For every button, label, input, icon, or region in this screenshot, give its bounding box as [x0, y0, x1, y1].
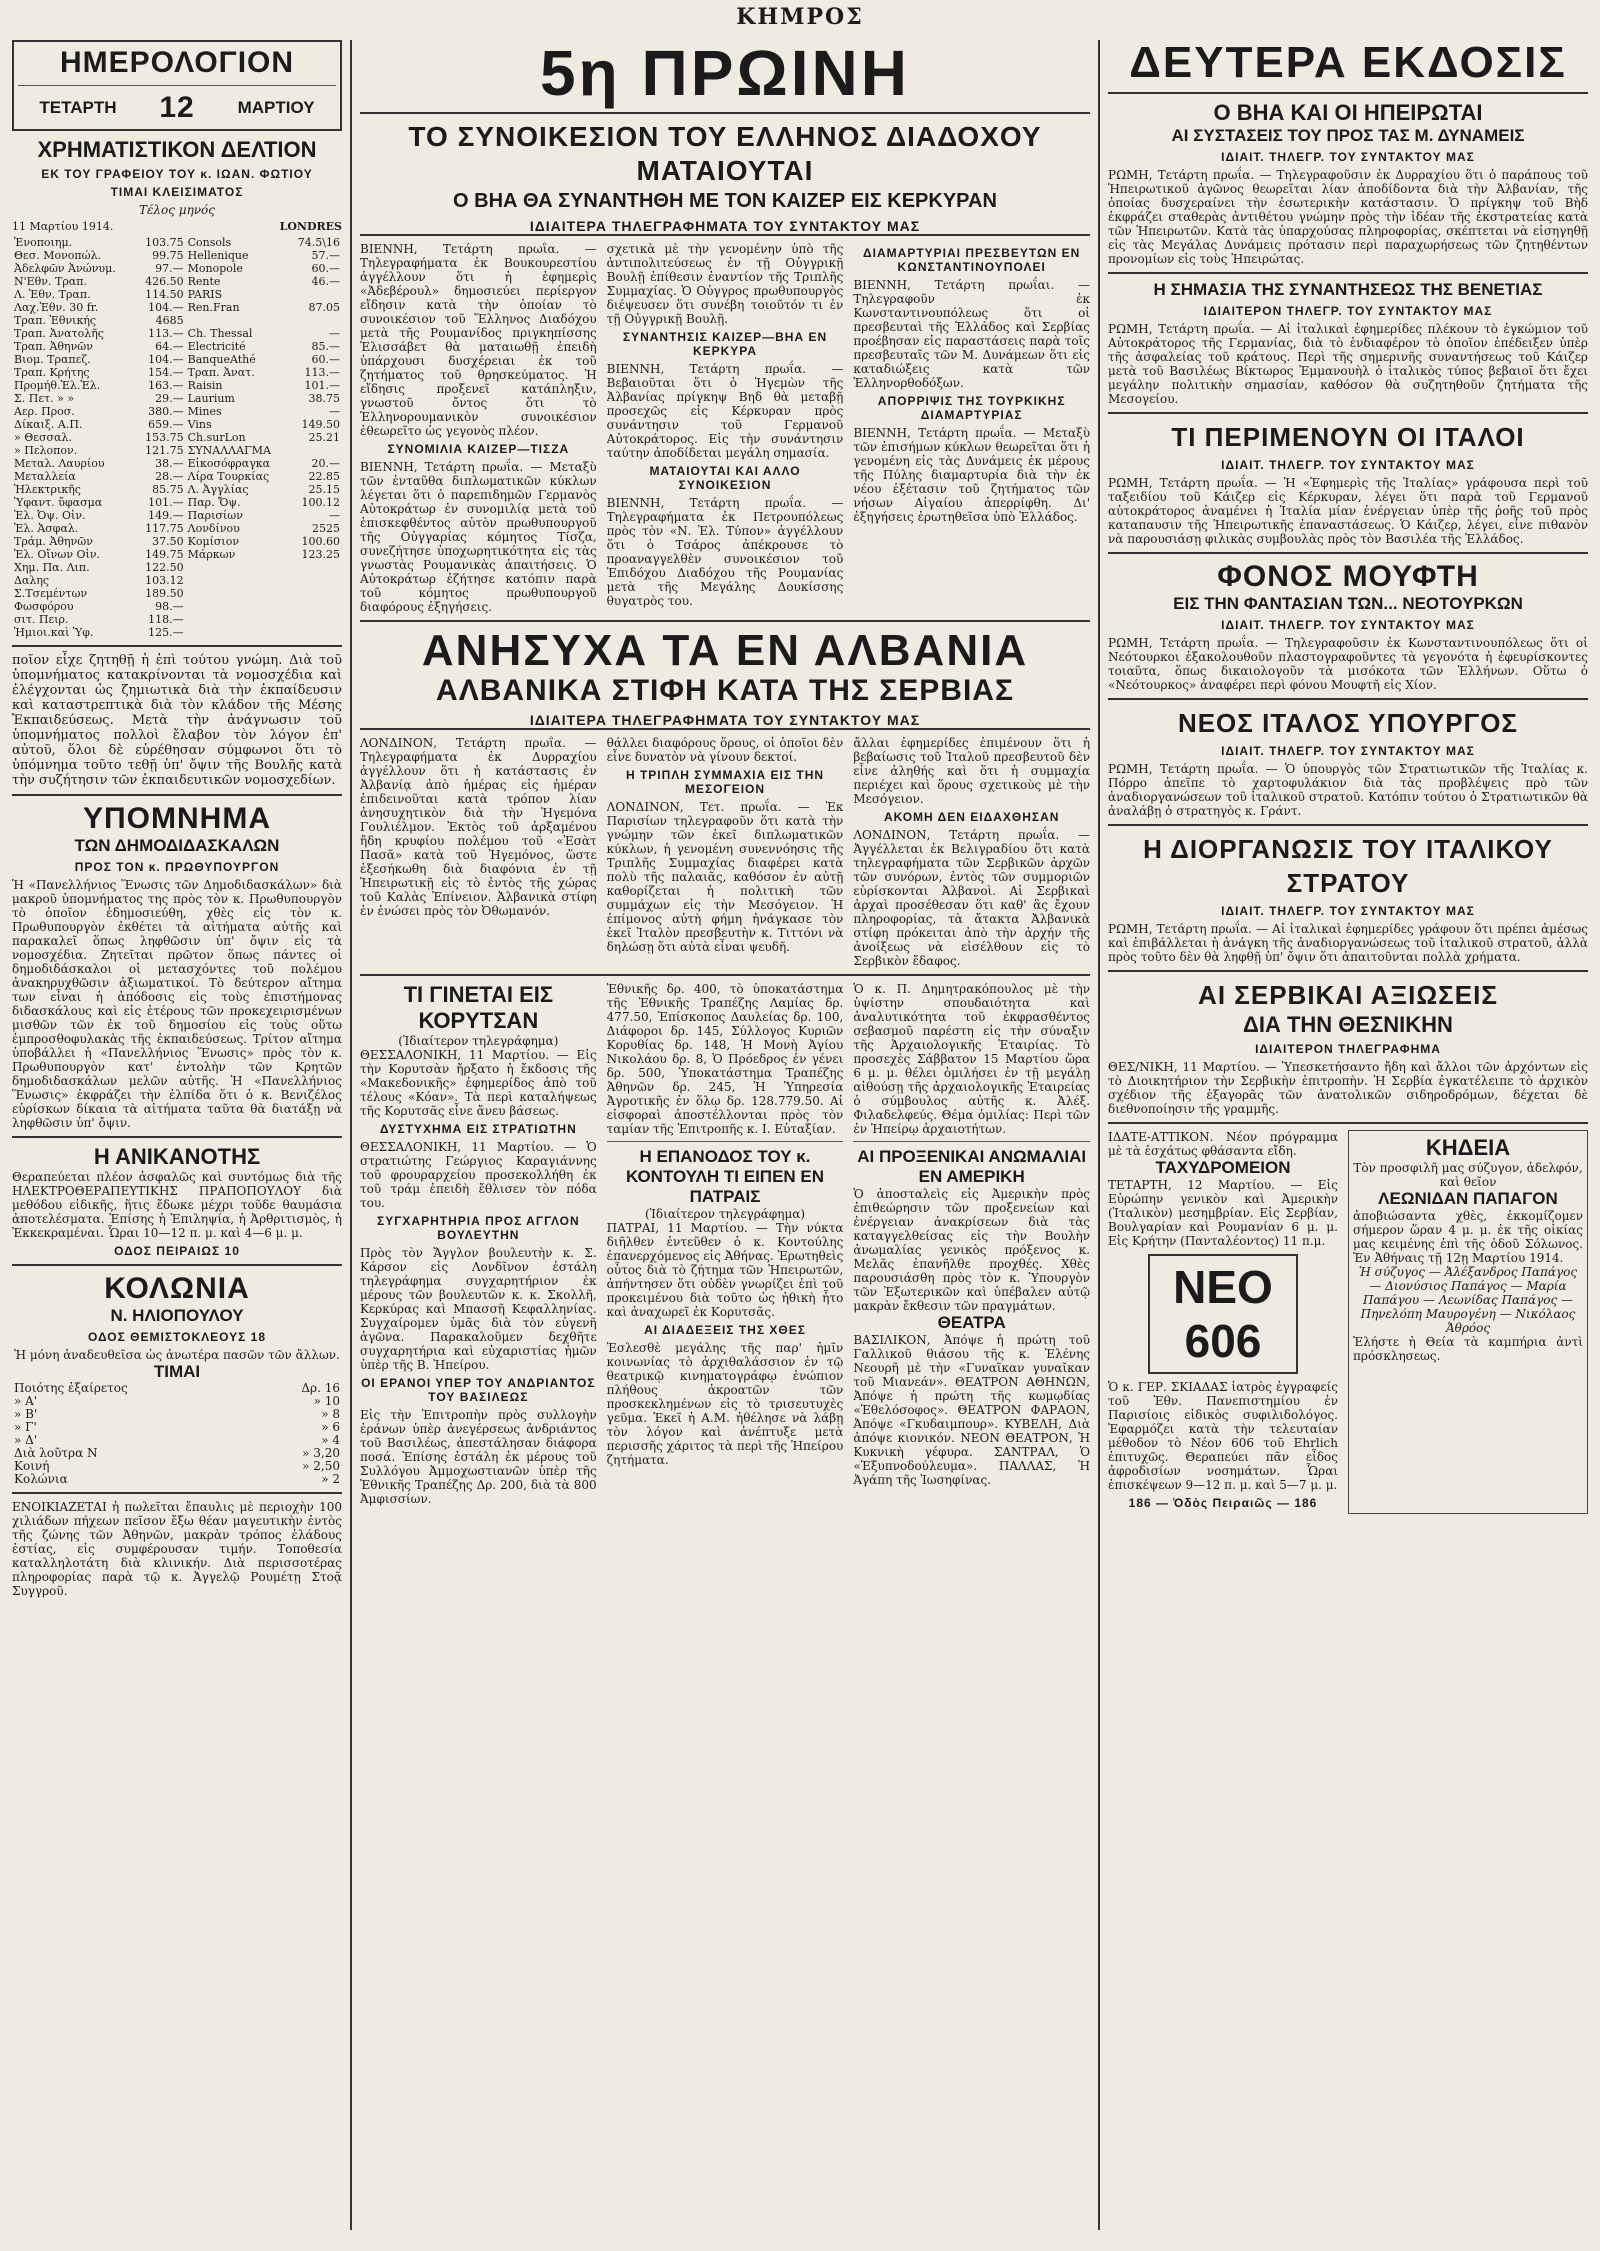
- rates-table: [12, 236, 342, 639]
- rate-row-cell: [288, 626, 342, 639]
- rate-row: [12, 600, 342, 613]
- korytsa-heading: ΤΙ ΓΙΝΕΤΑΙ ΕΙΣ ΚΟΡΥΤΣΑΝ: [403, 982, 554, 1033]
- rate-row-cell: Raisin: [187, 379, 223, 392]
- memo-subheading-2: ΠΡΟΣ ΤΟΝ κ. ΠΡΩΘΥΠΟΥΡΓΟΝ: [74, 860, 280, 874]
- rate-row-cell: 99.75: [152, 249, 184, 262]
- funeral-note: Ἐλήστε ἡ Θεία τὰ καμπήρια ἀντὶ πρόσκλησεως.: [1353, 1335, 1583, 1363]
- rate-row-cell: [288, 613, 342, 626]
- congratulations-text: Πρὸς τὸν Ἄγγλον βουλευτὴν κ. Σ. Κάρσον εἰς Λονδῖνον ἐστάλη τηλεγράφημα συγχαρητήριον ἐκ μέρους τῶν βουλευτῶν κ. κ. Σκολλῆ, Κερκύρας καὶ Μπασσῆ Κεφαλληνίας. Συγχαίρομεν ὑμᾶς διὰ τὸν εὐγενῆ ἀγῶνα. Παρακαλοῦμεν δεχθῆτε συγχαρητήρια καὶ εὐχαριστίας ἡμῶν ὑπὲρ τῆς Β. Ἠπείρου.: [360, 1246, 597, 1372]
- rate-row-cell: [186, 626, 288, 639]
- left-column: [12, 40, 342, 1598]
- yesterday-heading: ΑΙ ΔΙΑΔΕΞΕΙΣ ΤΗΣ ΧΘΕΣ: [644, 1323, 806, 1337]
- rate-row-cell: Monopole: [187, 262, 243, 275]
- cologne-maker: Ν. ΗΛΙΟΠΟΥΛΟΥ: [110, 1306, 244, 1325]
- bourse-heading: ΧΡΗΜΑΤΙΣΤΙΚΟΝ ΔΕΛΤΙΟΝ: [37, 137, 317, 162]
- rate-row-cell: Hellenique: [187, 249, 249, 262]
- rate-row-cell: [186, 613, 288, 626]
- rate-row-cell: Παρ. Ὄψ.: [187, 496, 241, 509]
- rate-row-cell: Τραπ. Ἐθνικής: [14, 314, 97, 327]
- price-row-cell: » 6: [321, 1421, 340, 1434]
- vienna-dispatch-3: σχετικὰ μὲ τὴν γενομένην ὑπὸ τῆς ἀντιπολιτεύσεως ἐν τῇ Οὐγγρικῇ Βουλῇ ἐπίθεσιν ἐναντίον τῆς Τριπλῆς Συμμαχίας. Ὁ Οὐγγρος πρωθυπουργὸς διέψευσεν ὅτι συνέβη τοιοῦτόν τι ἐν τῇ Οὐγγρικῇ Βουλῇ.: [606, 242, 844, 326]
- rate-row-cell: 104.—: [148, 301, 184, 314]
- rate-row-cell: [186, 561, 288, 574]
- price-row: [12, 1473, 342, 1486]
- bourse-date: 11 Μαρτίου 1914.: [12, 220, 114, 233]
- venice-telegram: ΙΔΙΑΙΤΕΡΟΝ ΤΗΛΕΓΡ. ΤΟΥ ΣΥΝΤΑΚΤΟΥ ΜΑΣ: [1203, 304, 1493, 318]
- price-row: [12, 1395, 342, 1408]
- rate-row-cell: 74.5\16: [297, 236, 340, 249]
- rate-row-cell: σιτ. Πειρ.: [14, 613, 69, 626]
- rate-row-cell: 46.—: [311, 275, 340, 288]
- rate-row-cell: Βιομ. Τραπεζ.: [14, 353, 91, 366]
- rate-row-cell: BanqueAthé: [187, 353, 256, 366]
- rate-row-cell: 121.75: [145, 444, 184, 457]
- telegram-label-3: ΙΔΙΑΙΤ. ΤΗΛΕΓΡ. ΤΟΥ ΣΥΝΤΑΚΤΟΥ ΜΑΣ: [1221, 150, 1475, 164]
- column-rule: [1098, 40, 1100, 2230]
- rate-row-cell: Κομίσιον: [187, 535, 240, 548]
- rate-row-cell: Ch.surLon: [187, 431, 246, 444]
- rate-row-cell: Φωσφόρου: [14, 600, 74, 613]
- rate-row: [12, 496, 342, 509]
- rate-row: [12, 548, 342, 561]
- rate-row-cell: 25.21: [308, 431, 340, 444]
- price-row-cell: Κοινή: [14, 1460, 50, 1473]
- rate-row-cell: 113.—: [148, 327, 184, 340]
- accident-text: ΘΕΣΣΑΛΟΝΙΚΗ, 11 Μαρτίου. — Ὁ στρατιώτης Γεώργιος Καραγιάννης τοῦ φρουραρχείου προσεκολλήθη ἐκ τοῦ τράμ ἐπειδὴ ἔθλισεν τὸν πόδα του.: [360, 1140, 597, 1210]
- rate-row: [12, 561, 342, 574]
- korytsa-sub: (Ἰδιαίτερον τηλεγράφημα): [398, 1034, 559, 1048]
- rate-row-cell: Παρισίων: [187, 509, 243, 522]
- telegram-label-2: ΙΔΙΑΙΤΕΡΑ ΤΗΛΕΓΡΑΦΗΜΑΤΑ ΤΟΥ ΣΥΝΤΑΚΤΟΥ ΜΑΣ: [360, 712, 1090, 730]
- rate-row-cell: [288, 600, 342, 613]
- rate-row-cell: 29.—: [155, 392, 184, 405]
- rate-row-cell: Vins: [187, 418, 212, 431]
- second-edition-sub-2: ΑΙ ΣΥΣΤΑΣΕΙΣ ΤΟΥ ΠΡΟΣ ΤΑΣ Μ. ΔΥΝΑΜΕΙΣ: [1171, 126, 1525, 145]
- mufti-heading: ΦΟΝΟΣ ΜΟΥΦΤΗ: [1217, 560, 1479, 593]
- vienna-dispatch-6: ΒΙΕΝΝΗ, Τετάρτη πρωΐαι. — Τηλεγραφοῦν ἐκ Κωνσταντινουπόλεως ὅτι οἱ πρεσβευταὶ τῆς Ἑλλάδος καὶ Σερβίας προέβησαν εἰς παραστάσεις παρὰ τοῖς πρεσβευταῖς τῶν Μ. Δυνάμεων ὅτι εἰς καταδιώξεις κατὰ τῶν Ἑλληνορθοδόξων.: [853, 278, 1090, 390]
- rate-row-cell: 154.—: [148, 366, 184, 379]
- rate-row-cell: Rente: [187, 275, 221, 288]
- rate-row-cell: 659.—: [148, 418, 184, 431]
- rate-row-cell: Αερ. Προσ.: [14, 405, 75, 418]
- rate-row: [12, 366, 342, 379]
- rate-row: [12, 626, 342, 639]
- theatres-text: ΒΑΣΙΛΙΚΟΝ, Ἀπόψε ἡ πρώτη τοῦ Γαλλικοῦ θιάσου τῆς κ. Ἐλένης Νεουρῆ μὲ τὴν «Γυναῖκαν γυναῖκαν τοῦ Μιανεάν». ΘΕΑΤΡΟΝ ΑΘΗΝΩΝ, Ἀπόψε ἡ πρώτη τῆς κωμῳδίας «Ἐθελόσοφος». ΘΕΑΤΡΟΝ ΦΑΡΑΟΝ, Ἀπόψε «Γκυδαιμπουρ». ΚΥΒΕΛΗ, Διὰ ἀπόψε κιονικόν. ΝΕΟΝ ΘΕΑΤΡΟΝ, Ἡ Κυκνικὴ γέφυρα. ΣΑΝΤΡΑΛ, Ὁ «Ἐξυπνοδούλευμα». ΠΑΛΛΑΣ, Ἡ Ἀγάπη τῆς Ἰωσηφίνας.: [853, 1333, 1090, 1487]
- rate-row-cell: 25.15: [308, 483, 340, 496]
- rate-row-cell: [186, 574, 288, 587]
- vienna-dispatch-7: ΒΙΕΝΝΗ, Τετάρτη πρωΐα. — Μεταξὺ τῶν ἐπισήμων κύκλων θεωρεῖται ὅτι ἡ γενομένη εἰς τὰς Δυνάμεις ἐκ μέρους τῆς Πύλης διαμαρτυρία διὰ τὴν ἐκ νέου ἐξέτασιν τοῦ ζητήματος τῶν νήσων Αἰγαίου ἀπερρίφθη. Δι' ἐξηγήσεις ἐρωτηθεῖσα ὑπὸ Ἐλλάδος.: [853, 426, 1090, 524]
- telegram-label-4: ΙΔΙΑΙΤ. ΤΗΛΕΓΡ. ΤΟΥ ΣΥΝΤΑΚΤΟΥ ΜΑΣ: [1221, 458, 1475, 472]
- mufti-subheading: ΕΙΣ ΤΗΝ ΦΑΝΤΑΣΙΑΝ ΤΩΝ... ΝΕΟΤΟΥΡΚΩΝ: [1173, 594, 1523, 613]
- bourse-london: LONDRES: [279, 220, 342, 233]
- rate-row-cell: 38.75: [308, 392, 340, 405]
- rate-row-cell: [288, 444, 342, 457]
- rate-row-cell: 22.85: [308, 470, 340, 483]
- rome-dispatch-6: ΡΩΜΗ, Τετάρτη πρωΐα. — Αἱ ἰταλικαὶ ἐφημερίδες γράφουν ὅτι πρέπει ἀμέσως καὶ ἐπιβάλλεται ἡ ἀνάγκη τῆς ἀναδιοργανώσεως τοῦ ἰταλικοῦ στρατοῦ, ἀλλὰ πρὸς τοῦτο δὲν θὰ ληφθῇ ὑπ' ὄψιν ὅτι ἀπαιτοῦνται πολλὰ χρήματα.: [1108, 922, 1588, 964]
- bourse-from: ΕΚ ΤΟΥ ΓΡΑΦΕΙΟΥ ΤΟΥ κ. ΙΩΑΝ. ΦΩΤΙΟΥ: [41, 167, 313, 181]
- venice-heading: Η ΣΗΜΑΣΙΑ ΤΗΣ ΣΥΝΑΝΤΗΣΕΩΣ ΤΗΣ ΒΕΝΕΤΙΑΣ: [1153, 280, 1543, 299]
- funeral-name: ΛΕΩΝΙΔΑΝ ΠΑΠΑΓΟΝ: [1378, 1189, 1558, 1208]
- undecided-heading: ΑΚΟΜΗ ΔΕΝ ΕΙΔΑΧΘΗΣΑΝ: [883, 810, 1060, 824]
- post-text: ΤΕΤΑΡΤΗ, 12 Μαρτίου. — Εἰς Εὐρώπην γενικὸν καὶ Ἀμερικὴν (Ἰταλικὸν) μεσημβρίαν. Εἰς Σερβίαν, Βουλγαρίαν καὶ Ρουμανίαν 6 μ. μ. Εἰς Κρήτην (Πανταλέοντος) 11 π.μ.: [1108, 1178, 1338, 1248]
- cologne-text: Ἡ μόνη ἀναδευθεῖσα ὡς ἀνωτέρα πασῶν τῶν ἄλλων.: [14, 1348, 340, 1362]
- second-edition-sub: Ο ΒΗΑ ΚΑΙ ΟΙ ΗΠΕΙΡΩΤΑΙ: [1213, 100, 1483, 125]
- center-column: [360, 40, 1090, 1506]
- yesterday-text: Ἐσλεσθὲ μεγάλης τῆς παρ' ἡμῖν κοινωνίας τὸ ἀρχιθαλάσσιον ἐν τῷ θεατρικῷ κινηματογράφῳ ἐνώπιον πλήθους ἀκροατῶν τῶν προσκεκλημένων εἰς τὸ τρισευτυχὲς γεῦμα. Ἐκεῖ ἡ Α.Μ. ἠθέλησε νὰ λάβῃ τὸν λόγον καὶ ἀνέπτυξε μετὰ περισσῆς χάριτος τὰ περὶ τῆς Ἠπείρου ζητήματα.: [606, 1341, 844, 1467]
- main-headline: ΤΟ ΣΥΝΟΙΚΕΣΙΟΝ ΤΟΥ ΕΛΛΗΝΟΣ ΔΙΑΔΟΧΟΥ ΜΑΤΑΙΟΥΤΑΙ: [408, 121, 1042, 186]
- rate-row-cell: Δίκαιξ. Α.Π.: [14, 418, 83, 431]
- rate-row-cell: 125.—: [148, 626, 184, 639]
- right-column: [1108, 40, 1588, 1514]
- memo-subheading: ΤΩΝ ΔΗΜΟΔΙΔΑΣΚΑΛΩΝ: [74, 836, 280, 855]
- rate-row: [12, 535, 342, 548]
- price-row-cell: » Δ': [14, 1434, 38, 1447]
- rate-row-cell: » Θεσσαλ.: [14, 431, 72, 444]
- telegram-label-7: ΙΔΙΑΙΤ. ΤΗΛΕΓΡ. ΤΟΥ ΣΥΝΤΑΚΤΟΥ ΜΑΣ: [1221, 904, 1475, 918]
- conference-heading: ΣΥΝΟΜΙΛΙΑ ΚΑΙΖΕΡ—ΤΙΣΖΑ: [387, 442, 570, 456]
- rent-ad: ΕΝΟΙΚΙΑΖΕΤΑΙ ἡ πωλεῖται ἔπαυλις μὲ περιοχὴν 100 χιλιάδων πήχεων πεῖσον ἔξω θέαν μαγευτικὴν ἐντὸς τῆς ζώνης τῶν Ἀθηνῶν, μακρὰν τρόπος ἐλάδους ἑστίας, εἰς συμφέρουσαν τιμήν. Τοποθεσία καταλληλοτάτη διὰ κλινικήν. Διὰ περισσοτέρας πληροφορίας παρὰ τῷ κ. Ἀγγελῷ Ρουμέτῃ Στοᾷ Συγγροῦ.: [12, 1500, 342, 1598]
- price-row-cell: » Α': [14, 1395, 38, 1408]
- congratulations-heading: ΣΥΓΧΑΡΗΤΗΡΙΑ ΠΡΟΣ ΑΓΓΛΟΝ ΒΟΥΛΕΥΤΗΝ: [377, 1214, 580, 1242]
- calendar-day: ΤΕΤΑΡΤΗ: [39, 98, 117, 117]
- memo-text: Ἡ «Πανελλήνιος Ἕνωσις τῶν Δημοδιδασκάλων» διὰ μακροῦ ὑπομνήματος της πρὸς τὸν κ. Πρωθυπουργὸν τὸ ὁποῖον ἐδημοσιεύθη, χθὲς εἰς τὸν κ. Πρωθυπουργὸν ἐκθέτει τὰ αἰτήματα αὐτῆς καὶ παρακαλεῖ ὅπως ληφθῶσιν ὑπ' ὄψιν εἰς τὰ νομοσχέδια. Ζητεῖται πρῶτον ὅπως πάντες οἱ δημοδιδάσκαλοι οἱ μετασχόντες τοῦ πολέμου ἀνακηρυχθῶσιν ἀξιωματικοί. Τὸ δεύτερον αἴτημα των εἶναι ἡ ἀπόδοσις εἰς τοὺς ἐπιστήμονας διδασκάλους καὶ εἰς ἑτέρους τῶν προκεχειρισμένων μισθῶν τῶν ἐκ τοῦ δημοσίου εἰς τοὺς οὕτω ἐμπροσθοφυλακὰς τῆς ἐκπαιδεύσεως. Τρίτον αἴτημα ὑποβάλλει ἡ «Πανελλήνιος Ἕνωσις» πρὸς τὸν κ. Πρωθυπουργὸν κατ' ἐντολὴν τῶν Κρητῶν δημοδιδασκάλων μελῶν αὐτῆς. Ἡ «Πανελλήνιος Ἕνωσις» ἐκφράζει τὴν ἐλπίδα ὅτι ὁ κ. Βενιζέλος εὑρίσκων δίκαια τὰ αἰτήματα ταῦτα θὰ διατάξῃ νὰ ληφθῶσιν ὑπ' ὄψιν.: [12, 878, 342, 1130]
- rate-row-cell: 118.—: [148, 613, 184, 626]
- rate-row-cell: 37.50: [152, 535, 184, 548]
- charity-text-2: Ἐθνικῆς δρ. 400, τὸ ὑποκατάστημα τῆς Ἐθνικῆς Τραπέζης Λαμίας δρ. 477.50, Ἐπίσκοπος Δαυλείας δρ. 100, Διάφοροι δρ. 145, Σύλλογος Κυριῶν Κορυθίας δρ. 148, Ἡ Μονὴ Ἀγίου Νικολάου δρ. 8, Ὁ Πρόεδρος ἐν γένει δρ. 500, Ὑποκατάστημα Τραπέζης Ἀθηνῶν δρ. 245, Ἡ Ὑπηρεσία Ἀγροτικῆς ἐν ὅλῳ δρ. 128.779.50. Αἱ εἰσφοραὶ ἀποστέλλονται πρὸς τὸν ταμίαν τῆς Ἐπιτροπῆς κ. Ι. Εὐταξίαν.: [606, 982, 844, 1136]
- rate-row-cell: Τραπ. Ἀνατ.: [187, 366, 255, 379]
- masthead: ΚΗΜΡΟΣ: [736, 4, 864, 30]
- rate-row-cell: 100.12: [301, 496, 340, 509]
- serbian-heading: ΑΙ ΣΕΡΒΙΚΑΙ ΑΞΙΩΣΕΙΣ: [1198, 980, 1498, 1010]
- rate-row-cell: [186, 600, 288, 613]
- post-heading: ΤΑΧΥΔΡΟΜΕΙΟΝ: [1155, 1158, 1291, 1177]
- rate-row: [12, 613, 342, 626]
- rate-row-cell: Προμήθ.Ἐλ.Ἐλ.: [14, 379, 101, 392]
- minister-heading: ΝΕΟΣ ΙΤΑΛΟΣ ΥΠΟΥΡΓΟΣ: [1177, 708, 1519, 738]
- rate-row-cell: Ἡμιοι.καὶ Ὑφ.: [14, 626, 94, 639]
- rate-row: [12, 457, 342, 470]
- rate-row-cell: Ὑφαντ. ὕφασμα: [14, 496, 103, 509]
- rate-row-cell: 57.—: [311, 249, 340, 262]
- london-dispatch-1: ΛΟΝΔΙΝΟΝ, Τετάρτη πρωΐα. — Τηλεγραφήματα ἐκ Δυρραχίου ἀγγέλλουν ὅτι ἡ κατάστασις ἐν Ἀλβανίᾳ ἀπὸ ἡμέρας εἰς ἡμέραν ἐπιδεινοῦται κατὰ τρόπον λίαν ἀνησυχητικὸν διὰ τὴν Ἡγεμόνα Γουλιέλμον. Ἐκτὸς τοῦ ἀρξαμένου ἤδη κρυφίου πολέμου τοῦ «Ἐσὰτ Πασᾶ» κατὰ τοῦ Ἡγεμόνος, ὥστε ἐξεσήκωθη διὰ διαφόνια ἐν τῇ Ἠπειρωτικῇ εἰς τὸ ἐντὸς τῆς χώρας τοῦ Καλὰς Ἐπίνειον. Ἀλβανικὰ στίφη ἐν ἐνώσει πρὸς τὸν Ὀθωμανόν.: [360, 736, 597, 918]
- albania-subheadline: ΑΛΒΑΝΙΚΑ ΣΤΙΦΗ ΚΑΤΑ ΤΗΣ ΣΕΡΒΙΑΣ: [436, 674, 1014, 707]
- rate-row: [12, 392, 342, 405]
- london-dispatch-2: θάλλει διαφόρους ὅρους, οἱ ὁποῖοι δὲν εἶνε δυνατὸν νὰ γίνουν δεκτοί.: [606, 736, 844, 764]
- rate-row: [12, 379, 342, 392]
- price-row: [12, 1382, 342, 1395]
- vienna-dispatch-1: ΒΙΕΝΝΗ, Τετάρτη πρωΐα. — Τηλεγραφήματα ἐκ Βουκουρεστίου ἀγγέλλουν ὅτι ἡ ἐφημερὶς «Ἀδεβέρουλ» δημοσιεύει περίεργον εἴδησιν κατὰ τὴν ὁποίαν τὸ συνοικέσιον τοῦ Ἕλληνος Διαδόχου μετὰ τῆς Ρουμανίδος πριγκηπίσσης Ἐλισσάβετ θὰ ματαιωθῇ ἐπειδὴ ὑπάρχουσι δυσχέρειαι ἐκ τοῦ ζητήματος τοῦ θρησκεύματος. Ἡ εἴδησις προξενεῖ κατάπληξιν, γνωστοῦ ὄντος ὅτι τὸ Ἑλληνορουμανικὸν συνοικέσιον ἐθεωρεῖτο ὡς γεγονὸς πλέον.: [360, 242, 597, 438]
- kontoulis-heading: Η ΕΠΑΝΟΔΟΣ ΤΟΥ κ. ΚΟΝΤΟΥΛΗ ΤΙ ΕΙΠΕΝ ΕΝ ΠΑΤΡΑΙΣ: [625, 1147, 825, 1206]
- rate-row-cell: » Πελοπον.: [14, 444, 78, 457]
- price-row-cell: » 8: [321, 1408, 340, 1421]
- intro-text: ποῖον εἶχε ζητηθῇ ἡ ἐπὶ τούτου γνώμη. Διὰ τοῦ ὑπομνήματος κατακρίνονται τὰ νομοσχέδια καὶ ἐλέγχονται ὡς ζημιωτικὰ διὰ τὴν ἐκπαίδευσιν καὶ καταστρεπτικὰ διὰ τὸν κλάδον τῆς Μέσης Ἐκπαιδεύσεως. Μετὰ τὴν ἀνάγνωσιν τοῦ ὑπομνήματος πολλοὶ ἔλαβον τὸν λόγον ἐπ' αὐτοῦ, ὅλοι δὲ εὑρέθησαν σύμφωνοι ὅτι τὸ ὑπόμνημα τοῦτο τεθῇ ὑπ' ὄψιν τῆς Βουλῆς κατὰ τὴν συζήτησιν τῶν ἐκπαιδευτικῶν νομοσχεδίων.: [12, 653, 342, 788]
- price-row-cell: » 2: [321, 1473, 340, 1486]
- rate-row-cell: Λ. Ἀγγλίας: [187, 483, 249, 496]
- rate-row-cell: 20.—: [311, 457, 340, 470]
- rate-row-cell: Ἐλ. Ἀσφαλ.: [14, 522, 79, 535]
- rate-row-cell: Ἀδελφῶν Ἀνώνυμ.: [14, 262, 116, 275]
- rate-row-cell: Μεταλ. Λαυρίου: [14, 457, 105, 470]
- rate-row-cell: 123.25: [301, 548, 340, 561]
- rate-row-cell: 60.—: [311, 262, 340, 275]
- rate-row-cell: 104.—: [148, 353, 184, 366]
- charity-heading: ΟΙ ΕΡΑΝΟΙ ΥΠΕΡ ΤΟΥ ΑΝΔΡΙΑΝΤΟΣ ΤΟΥ ΒΑΣΙΛΕΩΣ: [361, 1376, 596, 1404]
- london-dispatch-3: ΛΟΝΔΙΝΟΝ, Τετ. πρωΐα. — Ἐκ Παρισίων τηλεγραφοῦν ὅτι κατὰ τὴν γνώμην τῶν ἐκεῖ διπλωματικῶν κύκλων, ἡ γενομένη συνεννόησις τῆς Τριπλῆς Συμμαχίας διαφέρει κατὰ πολὺ τῆς παλαιᾶς, καθόσον ἐν αὐτῇ καθορίζεται ἡ πολιτικὴ τῶν συμμάχων εἰς τὴν Μεσόγειον. Ἡ ἐπίμονος αὐτὴ φήμη ἠνάγκασε τὸν ἐκεῖ Ἰταλὸν πρεσβευτὴν κ. Τιττόνι νὰ δηλώσῃ ὅτι αὐτὰ εἶναι ψευδῆ.: [606, 800, 844, 954]
- main-subheadline: Ο ΒΗΑ ΘΑ ΣΥΝΑΝΤΗΘΗ ΜΕ ΤΟΝ ΚΑΙΖΕΡ ΕΙΣ ΚΕΡΚΥΡΑΝ: [453, 190, 997, 212]
- prices-table: [12, 1382, 342, 1486]
- rejection-heading: ΑΠΟΡΡΙΨΙΣ ΤΗΣ ΤΟΥΡΚΙΚΗΣ ΔΙΑΜΑΡΤΥΡΙΑΣ: [877, 394, 1066, 422]
- consular-heading: ΑΙ ΠΡΟΞΕΝΙΚΑΙ ΑΝΩΜΑΛΙΑΙ ΕΝ ΑΜΕΡΙΚΗ: [857, 1147, 1087, 1186]
- rate-row-cell: [186, 587, 288, 600]
- failed-marriage-heading: ΜΑΤΑΙΟΥΤΑΙ ΚΑΙ ΑΛΛΟ ΣΥΝΟΙΚΕΣΙΟΝ: [649, 464, 801, 492]
- price-row-cell: » Β': [14, 1408, 38, 1421]
- funeral-text-2: ἀποβιώσαντα χθὲς, ἐκκομίζομεν σήμερον ὥραν 4 μ. μ. ἐκ τῆς οἰκίας μας κειμένης ἐπὶ τῆς ὁδοῦ Σόλωνος. Ἐν Ἀθήναις τῇ 12ῃ Μαρτίου 1914.: [1353, 1209, 1583, 1265]
- rate-row-cell: [288, 574, 342, 587]
- archaeology-text: Ὁ κ. Π. Δημητρακόπουλος μὲ τὴν ὑψίστην σπουδαιότητα καὶ ἀναλυτικότητα τοῦ ἐκφρασθέντος σεβασμοῦ παρέστη εἰς τὴν σύναξιν τῆς Ἀρχαιολογικῆς Ἑταιρίας. Τὸ προσεχὲς Σάββατον 15 Μαρτίου ὥρα 6 μ. μ. θέλει ὁμιλήσει ἐν τῇ μεγάλῃ αἰθούσῃ τῆς ἀρχαιολογικῆς Ἑταιρείας ὁ σύμβουλος αὐτῆς κ. Ἀλέξ. Φιλαδελφεύς. Θέμα ὁμιλίας: Περὶ τῶν ἐν Ἠπείρῳ ἀρχαιοτήτων.: [853, 982, 1090, 1136]
- rate-row: [12, 340, 342, 353]
- triple-alliance-heading: Η ΤΡΙΠΛΗ ΣΥΜΜΑΧΙΑ ΕΙΣ ΤΗΝ ΜΕΣΟΓΕΙΟΝ: [625, 768, 825, 796]
- memo-heading: ΥΠΟΜΝΗΜΑ: [83, 802, 271, 835]
- rate-row-cell: Θεσ. Μονοπώλ.: [14, 249, 102, 262]
- consular-text: Ὁ ἀποσταλεὶς εἰς Ἀμερικὴν πρὸς ἐπιθεώρησιν τῶν προξενείων καὶ ἐνέργειαν ἀνακρίσεων διὰ τὰς καταγγελθείσας εἰς τὴν Βουλὴν ἀνωμαλίας γενικὸς πρόξενος κ. Μελᾶς ἐπανῆλθε προχθές. Χθὲς παρουσιάσθη πρὸς τὸν κ. Ὑπουργὸν τῶν Ἐξωτερικῶν καὶ ὑπέβαλεν αὐτῷ μακρὰν ἔκθεσιν τῶν πραγμάτων.: [853, 1187, 1090, 1313]
- rate-row-cell: Τραπ. Ἀνατολῆς: [14, 327, 104, 340]
- price-row-cell: » 4: [321, 1434, 340, 1447]
- rate-row-cell: 85.—: [311, 340, 340, 353]
- london-dispatch-5: ΛΟΝΔΙΝΟΝ, Τετάρτη πρωΐα. — Ἀγγέλλεται ἐκ Βελιγραδίου ὅτι κατὰ τηλεγραφήματα τῶν Σερβικῶν ἀρχῶν τῶν συνόρων, ἐντὸς τῶν συμμοριῶν εὑρίσκονται Ἀλβανοὶ. Αἱ Σερβικαὶ ἀρχαὶ προσέθεσαν ὅτι καθ' ἃς ἔχουν πληροφορίας, τὰ ἄτακτα Ἀλβανικὰ στίφη πρόκειται ἀπὸ τὴν ἀρχήν τῆς ἀνοίξεως νὰ εἰσέλθουν εἰς τὸ Σερβικὸν ἔδαφος.: [853, 828, 1090, 968]
- albania-headline: ΑΝΗΣΥΧΑ ΤΑ ΕΝ ΑΛΒΑΝΙΑ: [421, 626, 1029, 675]
- rate-row-cell: Μεταλλεία: [14, 470, 76, 483]
- rate-row-cell: Ren.Fran: [187, 301, 240, 314]
- rate-row-cell: Σ.Τσεμέντων: [14, 587, 88, 600]
- rate-row-cell: 2525: [312, 522, 340, 535]
- price-row: [12, 1447, 342, 1460]
- rate-row: [12, 353, 342, 366]
- rate-row-cell: 113.—: [304, 366, 340, 379]
- kontoulis-sub: (Ἰδιαίτερον τηλεγράφημα): [644, 1207, 806, 1221]
- rate-row: [12, 314, 342, 327]
- funeral-text: Τὸν προσφιλῆ μας σύζυγον, ἀδελφόν, καὶ θεῖον: [1353, 1161, 1583, 1189]
- rate-row: [12, 587, 342, 600]
- calendar-title: ΗΜΕΡΟΛΟΓΙΟΝ: [59, 46, 295, 79]
- rate-row: [12, 444, 342, 457]
- rate-row: [12, 509, 342, 522]
- price-row-cell: » 10: [313, 1395, 340, 1408]
- rome-dispatch-4: ΡΩΜΗ, Τετάρτη πρωΐα. — Τηλεγραφοῦσιν ἐκ Κωνσταντινουπόλεως ὅτι οἱ Νεότουρκοι ἐξακολουθοῦν πλαστογραφοῦντες τὰ γεγονότα ἡ ἐφευρίσκοντες τοιαῦτα, ὅπως δικαιολογοῦν τὰ μισόκοτα τῶν Ἑλλήνων. Οὕτω ὁ «Νεότουρκος» ἀναφέρει περὶ φόνου Μουφτῆ εἰς Χίον.: [1108, 636, 1588, 692]
- price-row-cell: » 2,50: [302, 1460, 340, 1473]
- rate-row-cell: 64.—: [155, 340, 184, 353]
- rate-row-cell: ΣΥΝΑΛΛΑΓΜΑ: [187, 444, 271, 457]
- cologne-heading: ΚΟΛΩΝΙΑ: [104, 1272, 250, 1305]
- rate-row-cell: Ν'Εθν. Τραπ.: [14, 275, 87, 288]
- rate-row-cell: 114.50: [145, 288, 184, 301]
- rate-row-cell: 122.50: [145, 561, 184, 574]
- funeral-heading: ΚΗΔΕΙΑ: [1425, 1135, 1511, 1160]
- neo-606-text: Ὁ κ. ΓΕΡ. ΣΚΙΑΔΑΣ ἰατρὸς ἐγγραφείς τοῦ Ἐθν. Πανεπιστημίου ἐν Παρισίοις εἰδικὸς συφιλιδολόγος. Ἐφαρμόζει κατὰ τὴν τελευταίαν μέθοδον τὸ Νέον 606 τοῦ Ehrlich ἐπιτυχῶς. Θεραπεύει πᾶν εἶδος ἀφροδισίων νοσημάτων. Ὧραι ἐπισκέψεων 9—12 π. μ. καὶ 5—7 μ. μ.: [1108, 1380, 1338, 1492]
- accident-heading: ΔΥΣΤΥΧΗΜΑ ΕΙΣ ΣΤΡΑΤΙΩΤΗΝ: [379, 1122, 577, 1136]
- rate-row-cell: [288, 561, 342, 574]
- bourse-sub: ΤΙΜΑΙ ΚΛΕΙΣΙΜΑΤΟΣ: [110, 185, 244, 199]
- price-row: [12, 1421, 342, 1434]
- rate-row: [12, 327, 342, 340]
- charity-text: Εἰς τὴν Ἐπιτροπὴν πρὸς συλλογὴν ἐράνων ὑπὲρ ἀνεγέρσεως ἀνδριάντος τοῦ Βασιλέως, ἀπεστάλησαν διάφορα ποσά. Ἐπίσης ἐστάλη ἐκ μέρους τοῦ Συλλόγου Ἀμμοχωστιανῶν ὑπὲρ τῆς Ἐθνικῆς Τραπέζης Δρ. 200, διὰ τὰ 800 Ἀμφισσίων.: [360, 1408, 597, 1506]
- rate-row: [12, 418, 342, 431]
- rate-row: [12, 236, 342, 249]
- price-row-cell: Ποιότης ἐξαίρετος: [14, 1382, 128, 1395]
- rate-row: [12, 431, 342, 444]
- rate-row-cell: Λαχ.Ἐθν. 30 fr.: [14, 301, 99, 314]
- rate-row-cell: Mines: [187, 405, 222, 418]
- incapacity-address: ΟΔΟΣ ΠΕΙΡΑΙΩΣ 10: [114, 1244, 240, 1258]
- army-heading: Η ΔΙΟΡΓΑΝΩΣΙΣ ΤΟΥ ΙΤΑΛΙΚΟΥ ΣΤΡΑΤΟΥ: [1143, 834, 1553, 898]
- serbian-text: ΘΕΣ/ΝΙΚΗ, 11 Μαρτίου. — Ὑπεσκετήσαντο ἤδη καὶ ἄλλοι τῶν ἀρχόντων εἰς τὸ Διοικητήριον τὴν Σερβικὴν ἐπιτροπὴν. Ἡ Σερβία ἐγκατέλειπε τὸ ἀρχικὸν σχέδιον τῆς ἐξαγορᾶς τῶν ἀνατολικῶν σιδηροδρόμων, δέχεται δὲ διεθνοποίησιν τῆς γραμμῆς.: [1108, 1060, 1588, 1116]
- rate-row-cell: 85.75: [152, 483, 184, 496]
- rate-row-cell: Εἰκοσόφραγκα: [187, 457, 271, 470]
- rate-row: [12, 249, 342, 262]
- rate-row-cell: [288, 587, 342, 600]
- telegram-label-5: ΙΔΙΑΙΤ. ΤΗΛΕΓΡ. ΤΟΥ ΣΥΝΤΑΚΤΟΥ ΜΑΣ: [1221, 618, 1475, 632]
- rate-row-cell: Σ. Πετ. » »: [14, 392, 75, 405]
- rate-row: [12, 470, 342, 483]
- rate-row-cell: 117.75: [145, 522, 184, 535]
- rate-row-cell: 163.—: [148, 379, 184, 392]
- rome-dispatch-2: ΡΩΜΗ, Τετάρτη πρωΐα. — Αἱ ἰταλικαὶ ἐφημερίδες πλέκουν τὸ ἐγκώμιον τοῦ Αὐτοκράτορος τῆς Γερμανίας, διὰ τὸ ἐνδιαφέρον τὸ ὁποῖον ἐπέδειξεν ὑπὲρ τῆς ἀσφαλείας τοῦ κράτους. Περὶ τῆς σημερινῆς συναντήσεως τοῦ Κάιζερ μετὰ τοῦ Βασιλέως Βίκτωρος Ἐμμανουὴλ ὁ ἰταλικὸς τύπος βεβαιοῖ ὅτι ἔχει μεγάλην πολιτικὴν σημασίαν, καθόσον θὰ συζητηθοῦν ζητήματα τῆς Μεσογείου.: [1108, 322, 1588, 406]
- vienna-dispatch-2: ΒΙΕΝΝΗ, Τετάρτη πρωΐα. — Μεταξὺ τῶν ἐνταῦθα διπλωματικῶν κύκλων λέγεται ὅτι ὁ παρεπιδημῶν Γερμανὸς Αὐτοκράτωρ ἐν συνομιλίᾳ μετὰ τοῦ ἐπισκεφθέντος αὐτὸν πρωθυπουργοῦ τῆς Οὐγγαρίας κόμητος Τίσζα, συνεζήτησε ὑποχωρητικότητα εἰς τὰς γνωστὰς Ρουμανικὰς ἀπαιτήσεις. Ὁ Αὐτοκράτωρ ἐζήτησε κατόπιν παρὰ τοῦ κόμητος πρωθυπουργοῦ διαφόρους ἐξηγήσεις.: [360, 460, 597, 614]
- rate-row-cell: 149.—: [148, 509, 184, 522]
- rate-row-cell: 426.50: [145, 275, 184, 288]
- telegram-label-6: ΙΔΙΑΙΤ. ΤΗΛΕΓΡ. ΤΟΥ ΣΥΝΤΑΚΤΟΥ ΜΑΣ: [1221, 744, 1475, 758]
- serbian-telegram: ΙΔΙΑΙΤΕΡΟΝ ΤΗΛΕΓΡΑΦΗΜΑ: [1255, 1042, 1441, 1056]
- rate-row-cell: —: [329, 327, 340, 340]
- rate-row-cell: 98.—: [155, 600, 184, 613]
- italians-heading: ΤΙ ΠΕΡΙΜΕΝΟΥΝ ΟΙ ΙΤΑΛΟΙ: [1171, 422, 1525, 452]
- rate-row-cell: [288, 314, 342, 327]
- rate-row-cell: Ἐλ. Ὀψ. Οἰν.: [14, 509, 86, 522]
- rate-row-cell: Λ. Ἐθν. Τραπ.: [14, 288, 91, 301]
- rate-row-cell: —: [329, 405, 340, 418]
- rate-row-cell: Laurium: [187, 392, 235, 405]
- rate-row-cell: Λονδίνου: [187, 522, 240, 535]
- rate-row: [12, 405, 342, 418]
- rate-row: [12, 574, 342, 587]
- rate-row-cell: 60.—: [311, 353, 340, 366]
- rate-row-cell: 103.75: [145, 236, 184, 249]
- rate-row-cell: Λίρα Τουρκίας: [187, 470, 270, 483]
- rate-row-cell: —: [329, 509, 340, 522]
- incapacity-heading: Η ΑΝΙΚΑΝΟΤΗΣ: [93, 1144, 261, 1169]
- calendar-box: [12, 40, 342, 131]
- rate-row-cell: Ch. Thessal: [187, 327, 253, 340]
- rate-row-cell: 38.—: [155, 457, 184, 470]
- rome-dispatch-5: ΡΩΜΗ, Τετάρτη πρωΐα. — Ὁ ὑπουργὸς τῶν Στρατιωτικῶν τῆς Ἰταλίας κ. Πόρρο ἀπεῖπε τὸ χαρτοφυλάκιον διὰ τὰς προβλέψεις πρὸ τῶν ἀναδιοργανώσεων τοῦ ἰταλικοῦ στρατοῦ. Κατόπιν τούτου ὁ Στρατιωτικῶν θὰ ἀναλάβῃ ὁ στρατηγὸς κ. Γράντ.: [1108, 762, 1588, 818]
- cologne-address: ΟΔΟΣ ΘΕΜΙΣΤΟΚΛΕΟΥΣ 18: [87, 1330, 267, 1344]
- kontoulis-text: ΠΑΤΡΑΙ, 11 Μαρτίου. — Τὴν νύκτα διῆλθεν ἐντεῦθεν ὁ κ. Κοντούλης ἐπανερχόμενος εἰς Ἀθήνας. Ἐρωτηθεὶς οὗτος διὰ τὸ ζήτημα τῶν Ἡπειρωτῶν, ἀπήντησεν ὅτι οὐδὲν γνωρίζει ἐπὶ τοῦ προκειμένου διὰ τοῦτο ὡς ἡθικὴ ἦτο καὶ ἀναχωρεῖ ἐκ Κορυτσᾶς.: [606, 1221, 844, 1319]
- rate-row-cell: Χημ. Πα. Λιπ.: [14, 561, 90, 574]
- rate-row: [12, 275, 342, 288]
- serbian-subheading: ΔΙΑ ΤΗΝ ΘΕΣΝΙΚΗΝ: [1243, 1012, 1453, 1037]
- rate-row-cell: Ἡλεκτρικῆς: [14, 483, 81, 496]
- rate-row: [12, 301, 342, 314]
- second-edition-headline: ΔΕΥΤΕΡΑ ΕΚΔΟΣΙΣ: [1129, 40, 1567, 87]
- rate-row-cell: Τράμ. Ἀθηνῶν: [14, 535, 93, 548]
- rate-row: [12, 288, 342, 301]
- rate-row-cell: Τραπ. Κρήτης: [14, 366, 90, 379]
- rate-row-cell: Ἐνοποιημ.: [14, 236, 73, 249]
- calendar-month: ΜΑΡΤΙΟΥ: [237, 98, 315, 117]
- rate-row-cell: 101.—: [148, 496, 184, 509]
- edition-banner: 5η ΠΡΩΙΝΗ: [540, 40, 910, 109]
- funeral-signers: Ἡ σύζυγος — Ἀλέξανδρος Παπάγος — Διονύσιος Παπάγος — Μαρία Παπάγου — Λεωνίδας Παπάγος — Πηνελόπη Μαυρογένη — Νικόλαος Ἀθρόος: [1358, 1265, 1578, 1335]
- vienna-dispatch-5: ΒΙΕΝΝΗ, Τετάρτη πρωΐα. — Τηλεγραφήματα ἐκ Πετρουπόλεως πρὸς τὸν «Ν. Ἐλ. Τύπον» ἀγγέλλουν ὅτι ὁ Τσάρος ἀπέκρουσε τὸ προαναγγελθὲν συνοικέσιον τοῦ Ἐπιδόχου Διαδόχου τῆς Ρουμανίας μετὰ τῆς Μεγάλης Δουκίσσης θυγατρὸς του.: [606, 496, 844, 608]
- price-row: [12, 1460, 342, 1473]
- rate-row-cell: 189.50: [145, 587, 184, 600]
- rate-row-cell: 87.05: [308, 301, 340, 314]
- rate-row-cell: 149.50: [301, 418, 340, 431]
- rate-row-cell: 149.75: [145, 548, 184, 561]
- vienna-dispatch-4: ΒΙΕΝΝΗ, Τετάρτη πρωΐα. — Βεβαιοῦται ὅτι ὁ Ἡγεμὼν τῆς Ἀλβανίας πρίγκηψ Βηδ θὰ μεταβῇ προσεχῶς εἰς Κέρκυραν πρὸς συνάντησιν τοῦ Γερμανοῦ Αὐτοκράτορος. Εἰς τὴν συνάντησιν ταύτην ἀποδίδεται μεγάλη σημασία.: [606, 362, 844, 460]
- rate-row-cell: 380.—: [148, 405, 184, 418]
- rate-row-cell: Ἐλ. Οἴνων Οἰν.: [14, 548, 101, 561]
- korytsa-text: ΘΕΣΣΑΛΟΝΙΚΗ, 11 Μαρτίου. — Εἰς τὴν Κορυτσὰν ἤρξατο ἡ ἔκδοσις τῆς «Μακεδονικῆς» ἐφημερίδος ἀπὸ τοῦ τέλους «Κόαν». Τὰ περὶ καταλήψεως τῆς Κορυτσᾶς εἶνε ἄνευ βάσεως.: [360, 1048, 597, 1118]
- ambassadors-heading: ΔΙΑΜΑΡΤΥΡΙΑΙ ΠΡΕΣΒΕΥΤΩΝ ΕΝ ΚΩΝΣΤΑΝΤΙΝΟΥΠΟΛΕΙ: [863, 246, 1081, 274]
- telegram-label: ΙΔΙΑΙΤΕΡΑ ΤΗΛΕΓΡΑΦΗΜΑΤΑ ΤΟΥ ΣΥΝΤΑΚΤΟΥ ΜΑΣ: [360, 218, 1090, 236]
- calendar-daynum: 12: [159, 91, 195, 124]
- bourse-note: Τέλος μηνός: [138, 203, 216, 217]
- rail-notice: ΙΔΑΤΕ-ΑΤΤΙΚΟΝ. Νέον πρόγραμμα μὲ τὰ ἐσχάτως φθάσαντα εἴδη.: [1108, 1130, 1338, 1158]
- rate-row-cell: [288, 288, 342, 301]
- rome-dispatch-3: ΡΩΜΗ, Τετάρτη πρωΐα. — Ἡ «Ἐφημερὶς τῆς Ἰταλίας» γράφουσα περὶ τοῦ ταξειδίου τοῦ Κάιζερ εἰς Κέρκυραν, λέγει ὅτι παρὰ τοῦ Γερμανοῦ αὐτοκράτορος ἀναμένει ἡ Ἰταλία μίαν ἐνέργειαν ὑπὲρ τῆς ῥοῆς τοῦ πρὸς καταπαυσιν τῆς Ἡπειρωτικῆς ἐπαναστάσεως. Ὁ Κάιζερ, λέγει, εἶνε πιθανὸν νὰ παρουσιάσῃ φιλικὰς συμβουλὰς πρὸς τὸν Βασιλέα τῆς Ἑλλάδος.: [1108, 476, 1588, 546]
- neo-606-heading: ΝΕΟ 606: [1148, 1254, 1298, 1374]
- rate-row-cell: 28.—: [155, 470, 184, 483]
- theatres-heading: ΘΕΑΤΡΑ: [937, 1313, 1006, 1332]
- rate-row-cell: 101.—: [304, 379, 340, 392]
- rate-row-cell: [186, 314, 288, 327]
- rate-row-cell: 4685: [155, 314, 184, 327]
- rate-row-cell: 103.12: [145, 574, 184, 587]
- rome-dispatch-1: ΡΩΜΗ, Τετάρτη πρωΐα. — Τηλεγραφοῦσιν ἐκ Δυρραχίου ὅτι ὁ παράπους τοῦ Ἡπειρωτικοῦ ἀγῶνος θεωρεῖται λίαν ἀποδίδοντα διὰ τὴν Ἀλβανίαν, τῆς ὁποίας δυσχεραίνει τὴν ἐσωτερικὴν κατάστασιν. Ὁ πρίγκηψ τοῦ Βὴδ ἐκφράζει σταθερὰς ἀντιθέτου γνώμην πρὸς τὴν ἰδέαν τῆς ἐκστρατείας κατὰ τῶν Ἡπειρωτῶν. Κατὰ τὰς ὑπαρχούσας πληροφορίας, σκέπτεται νὰ εἰσηγηθῇ εἰς τὰς Μεγάλας Δυνάμεις πρότασιν περὶ παραχωρήσεως τῶν ζητηθέντων προνομίων εἰς τοὺς Ἠπειρώτας.: [1108, 168, 1588, 266]
- price-row: [12, 1434, 342, 1447]
- rate-row-cell: 153.75: [145, 431, 184, 444]
- rate-row-cell: 97.—: [155, 262, 184, 275]
- price-row-cell: » 3,20: [302, 1447, 340, 1460]
- rate-row-cell: Consols: [187, 236, 232, 249]
- rate-row-cell: Τραπ. Ἀθηνῶν: [14, 340, 93, 353]
- rate-row: [12, 522, 342, 535]
- meeting-heading: ΣΥΝΑΝΤΗΣΙΣ ΚΑΙΖΕΡ—ΒΗΑ ΕΝ ΚΕΡΚΥΡΑ: [622, 330, 828, 358]
- column-rule: [350, 40, 352, 2230]
- london-dispatch-4: ἄλλαι ἐφημερίδες ἐπιμένουν ὅτι ἡ βεβαίωσις τοῦ Ἰταλοῦ πρεσβευτοῦ δὲν εἶνε ἀληθής καὶ ὅτι ἡ συμμαχία περιέχει καὶ ὅρους σχετικοὺς μὲ τὴν Μεσόγειον.: [853, 736, 1090, 806]
- prices-heading: ΤΙΜΑΙ: [153, 1362, 201, 1381]
- neo-606-address: 186 — Ὁδὸς Πειραιῶς — 186: [1128, 1496, 1318, 1510]
- rate-row-cell: PARIS: [187, 288, 223, 301]
- price-row-cell: Κολώνια: [14, 1473, 68, 1486]
- rate-row-cell: Electricité: [187, 340, 246, 353]
- rate-row-cell: 100.60: [301, 535, 340, 548]
- rate-row-cell: Δαλης: [14, 574, 50, 587]
- rate-row: [12, 483, 342, 496]
- rate-row: [12, 262, 342, 275]
- price-row-cell: Δρ. 16: [301, 1382, 340, 1395]
- rate-row-cell: Μάρκων: [187, 548, 236, 561]
- price-row: [12, 1408, 342, 1421]
- price-row-cell: Διὰ λοῦτρα Ν: [14, 1447, 98, 1460]
- price-row-cell: » Γ': [14, 1421, 37, 1434]
- incapacity-text: Θεραπεύεται πλέον ἀσφαλῶς καὶ συντόμως διὰ τῆς ΗΛΕΚΤΡΟΘΕΡΑΠΕΥΤΙΚΗΣ ΠΡΑΠΟΠΟΥΛΟΥ διὰ μεθόδου εἰδικῆς, ἥτις ἔδωκε μέχρι τοῦδε θαυμάσια ἀποτελέσματα. Ἐπίσης ἡ Ἐπιληψία, ἡ Ἀρθριτισμὸς, ἡ Ἐκκεκραμέναι. Ὧραι 10—12 π. μ. καὶ 4—6 μ. μ.: [12, 1170, 342, 1240]
